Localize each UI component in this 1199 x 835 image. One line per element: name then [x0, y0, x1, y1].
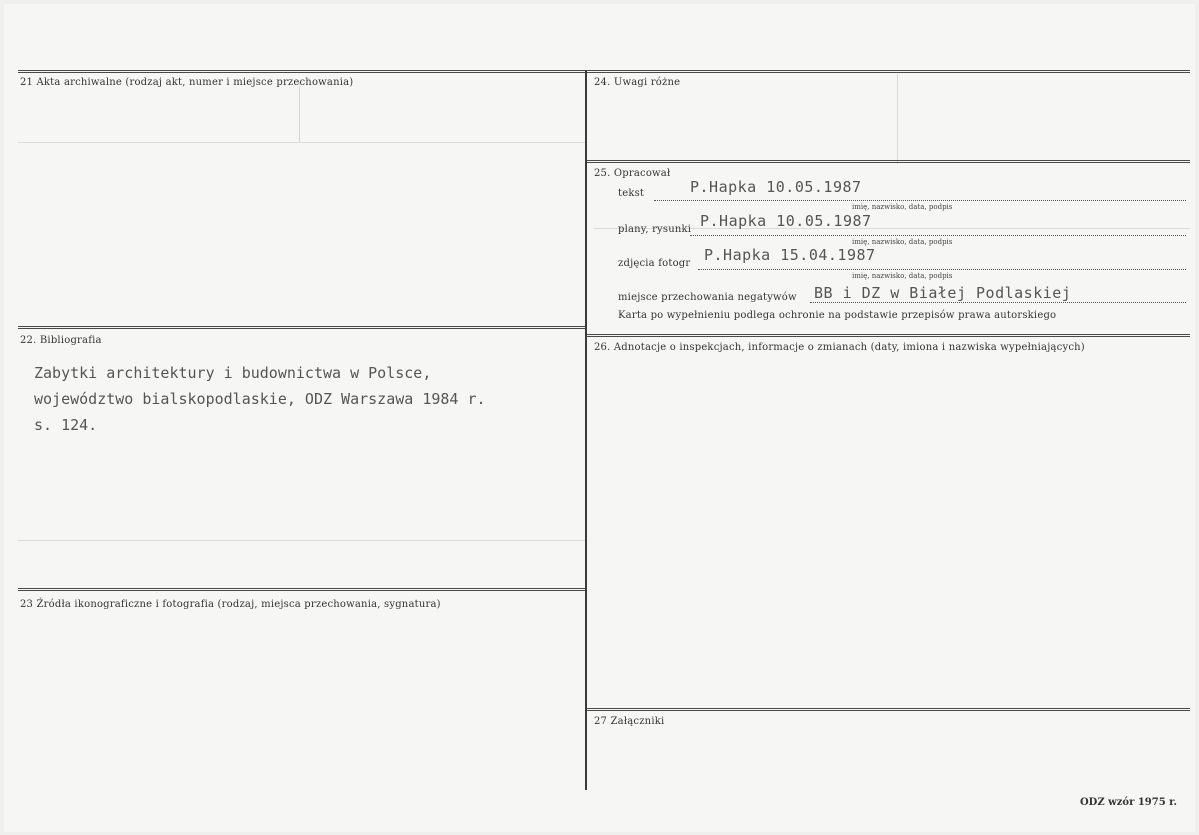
section-25-label: 25. Opracował	[594, 168, 671, 179]
form-version-footer: ODZ wzór 1975 r.	[1079, 797, 1177, 808]
row-tekst-dotted-line	[654, 200, 1186, 201]
row-negatywy-value: BB i DZ w Białej Podlaskiej	[814, 284, 1072, 302]
rule-21-22	[18, 326, 585, 329]
rule-22-23	[18, 588, 585, 591]
rule-26-27	[587, 708, 1190, 711]
section-24-label: 24. Uwagi różne	[594, 77, 681, 88]
center-divider	[585, 70, 587, 790]
row-zdjecia-dotted-line	[698, 269, 1186, 270]
row-zdjecia-value: P.Hapka 15.04.1987	[704, 246, 876, 264]
show-through-line	[299, 82, 300, 142]
section-23-label: 23 Źródła ikonograficzne i fotografia (rodzaj, miejsca przechowania, sygnatura)	[20, 599, 441, 610]
bibliography-entry: Zabytki architektury i budownictwa w Polsce, województwo bialskopodlaskie, ODZ Warszawa 1984 r. s. 124.	[34, 364, 486, 434]
row-tekst-caption: imię, nazwisko, data, podpis	[852, 203, 953, 211]
copyright-note: Karta po wypełnieniu podlega ochronie na podstawie przepisów prawa autorskiego	[618, 310, 1057, 321]
row-plany-dotted-line	[690, 235, 1186, 236]
row-negatywy-dotted-line	[810, 302, 1186, 303]
section-22-label: 22. Bibliografia	[20, 335, 102, 346]
section-27-label: 27 Załączniki	[594, 716, 665, 727]
rule-24-25	[587, 160, 1190, 163]
show-through-line	[897, 74, 898, 164]
row-plany-caption: imię, nazwisko, data, podpis	[852, 238, 953, 246]
section-21-label: 21 Akta archiwalne (rodzaj akt, numer i miejsce przechowania)	[20, 77, 354, 88]
row-tekst-value: P.Hapka 10.05.1987	[690, 178, 862, 196]
row-plany-label: plany, rysunki	[618, 224, 692, 235]
row-tekst-label: tekst	[618, 188, 645, 199]
record-card-page	[4, 4, 1195, 832]
row-plany-value: P.Hapka 10.05.1987	[700, 212, 872, 230]
top-rule	[18, 70, 1190, 73]
show-through-line	[18, 142, 586, 143]
show-through-line	[18, 540, 586, 541]
row-zdjecia-label: zdjęcia fotogr	[618, 258, 691, 269]
row-negatywy-label: miejsce przechowania negatywów	[618, 292, 797, 303]
section-26-label: 26. Adnotacje o inspekcjach, informacje o zmianach (daty, imiona i nazwiska wypełniających)	[594, 342, 1085, 353]
rule-25-26	[587, 334, 1190, 337]
row-zdjecia-caption: imię, nazwisko, data, podpis	[852, 272, 953, 280]
